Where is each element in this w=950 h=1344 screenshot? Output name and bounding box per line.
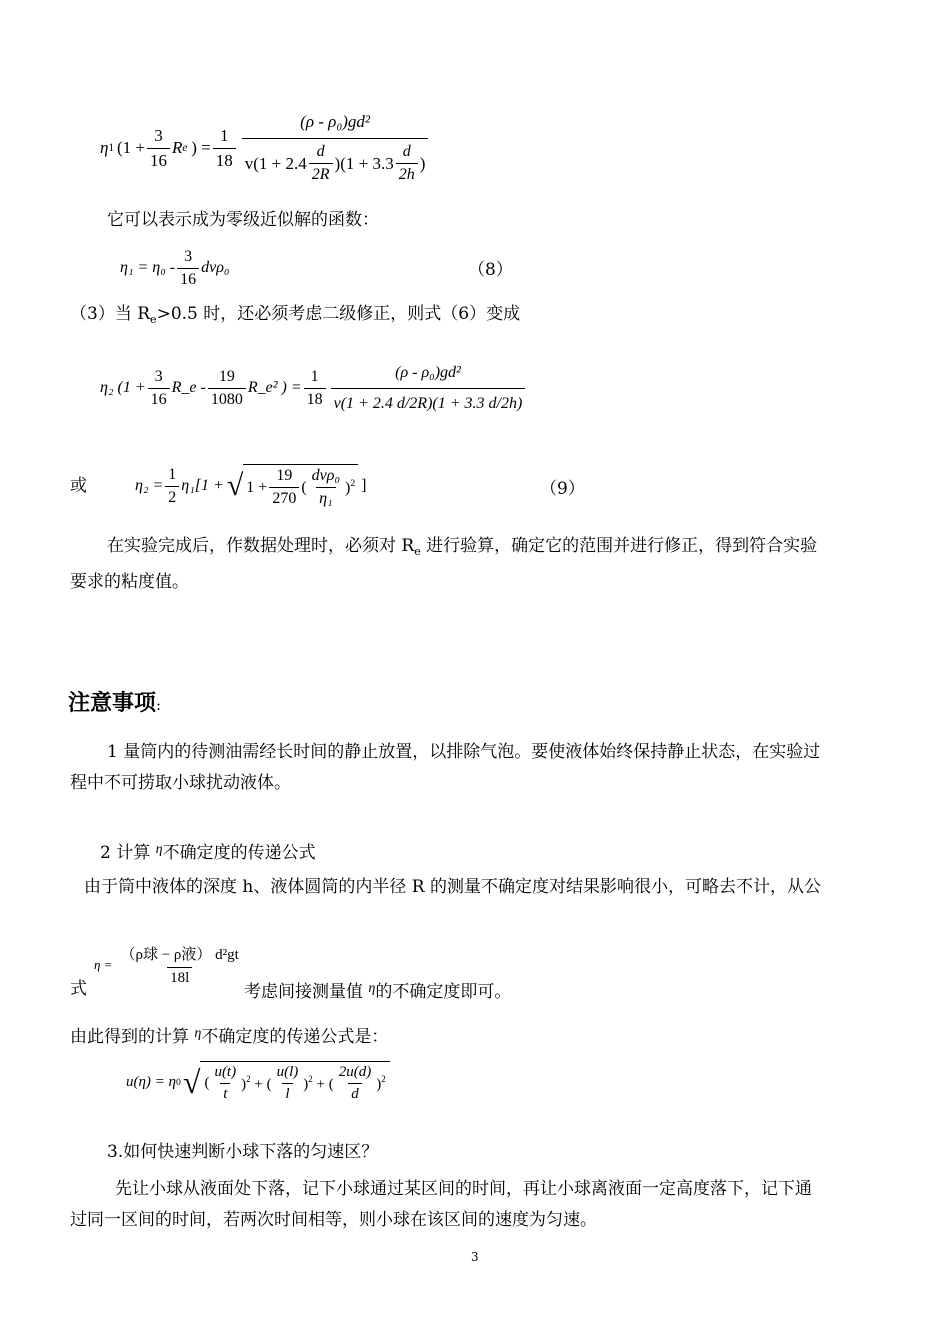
note-2-shi: 式 xyxy=(70,979,87,999)
equation-8-number: （8） xyxy=(468,260,513,280)
note-2-mid: 考虑间接测量值 $^\eta$的不确定度即可。 xyxy=(244,981,512,1002)
note-2-derive: 由此得到的计算 $^\eta$不确定度的传递公式是： xyxy=(70,1026,389,1047)
equation-9-number: （9） xyxy=(540,479,585,499)
eq7-eta: η xyxy=(100,138,109,157)
line-zeroth-order: 它可以表示成为零级近似解的函数： xyxy=(107,210,379,230)
eq7-eta-sub: 1 xyxy=(108,142,114,154)
section-heading: 注意事项: xyxy=(68,691,162,716)
eq7-big-frac xyxy=(242,112,429,184)
eq7-big-num: (ρ - ρ₀)gd² xyxy=(300,112,370,131)
equation-9a: η₂ (1 + $\frac{3}{16}$ R_e - $\frac{19}{1080}$ R_e² ) = $\frac{1}{18}$ $\frac{\text{(ρ - ρ₀)gd²}}{v(1 + 2.4 d/2R)(1 + 3.3 d/2h)}$ xyxy=(100,348,527,428)
paragraph-verification: 在实验完成后，作数据处理时，必须对 $R_e$ 进行验算，确定它的范围并进行修正，得到符合实验 要求的粘度值。 xyxy=(70,536,818,592)
eq7-big-den: v(1 + 2.4 $\frac{d}{2R}$ )(1 + 3.3 $\frac{d}{2h}$ ) xyxy=(242,138,429,184)
equation-8: η₁ = η₀ - $\frac{3}{16}$ dvρ₀ xyxy=(120,247,230,288)
note-2-body: 由于筒中液体的深度 h、液体圆筒的内半径 R 的测量不确定度对结果影响很小，可略去不计，从公 xyxy=(84,877,821,897)
line-second-order: （3）当 $R_e>0.5$ 时，还必须考虑二级修正，则式（6）变成 xyxy=(70,304,521,326)
eq7-frac-3-16: $\frac{3}{16}$ xyxy=(147,126,170,171)
equation-7 xyxy=(100,108,430,188)
eta-formula: η = $\frac{\text{（ρ球 − ρ液） d²gt}}{18l}$ xyxy=(94,947,239,986)
note-3-title: 3.如何快速判断小球下落的匀速区？ xyxy=(107,1142,379,1162)
eq7-open: (1 + xyxy=(116,138,145,157)
sqrt-sign: √ xyxy=(226,469,244,502)
uncertainty-formula: u(η) = η 0 √ ( $\frac{u(t)}{t}$ )$^2$ + ( $\frac{u(l)}{l}$ )$^2$ + ( $\frac{2u(d)}{d}$ )$^2$ xyxy=(126,1054,390,1110)
eq7-re: R xyxy=(171,138,183,157)
page-number: 3 xyxy=(471,1250,479,1264)
note-3-body: 先让小球从液面处下落，记下小球通过某区间的时间，再让小球离液面一定高度落下，记下通 过同一区间的时间，若两次时间相等，则小球在该区间的速度为匀速。 xyxy=(70,1179,812,1230)
note-2-title: 2 计算 $^\eta$不确定度的传递公式 xyxy=(100,842,316,863)
eq7-re-sub: e xyxy=(182,142,188,154)
note-1: 1 量筒内的待测油需经长时间的静止放置，以排除气泡。要使液体始终保持静止状态，在实验过 程中不可捞取小球扰动液体。 xyxy=(70,742,821,793)
equation-9b: η₂ = $\frac{1}{2}$ η₁[1 + √ 1 + $\frac{19}{270}$ ( $\frac{\text{dvρ₀}}{\text{η₁}}$ )$^2$ ] xyxy=(135,465,367,507)
eq7-frac-1-18: $\frac{1}{18}$ xyxy=(213,126,236,171)
eq7-close: ) = xyxy=(191,138,211,157)
or-label: 或 xyxy=(70,476,87,496)
